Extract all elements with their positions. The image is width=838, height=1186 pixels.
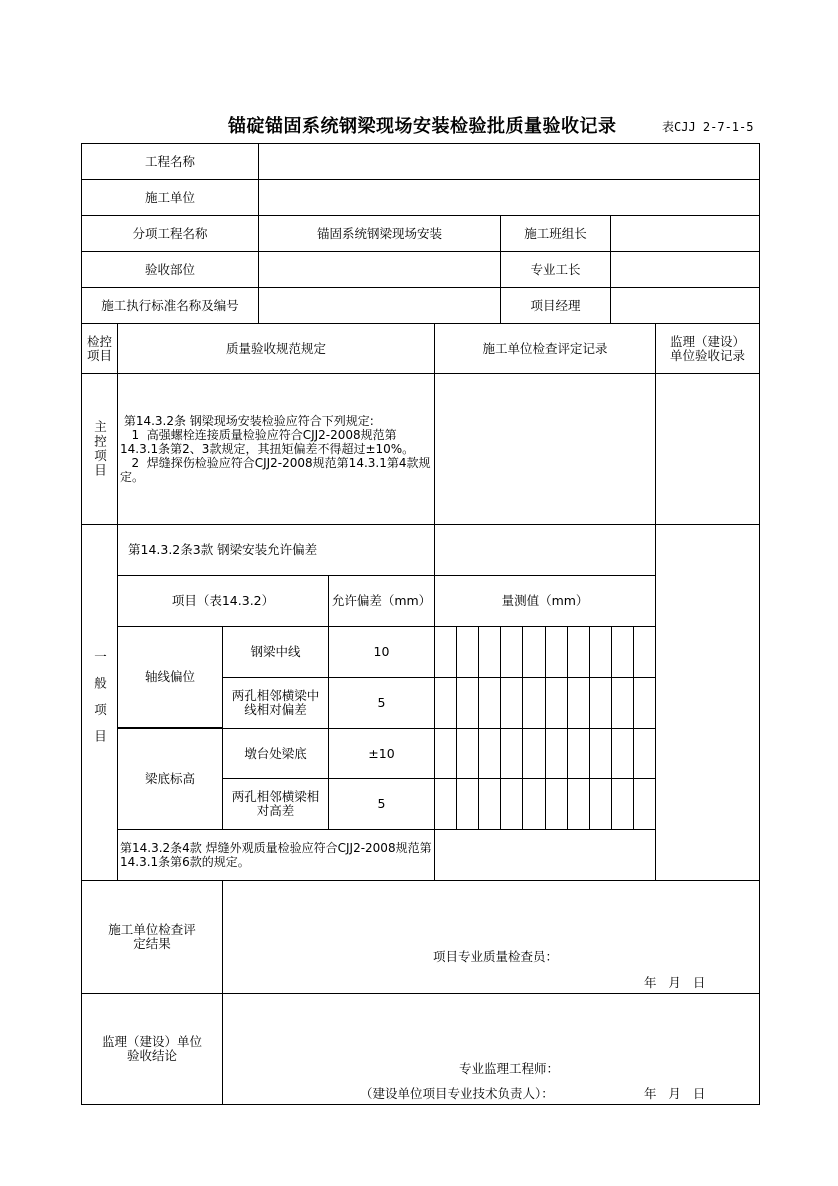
measurement-cell[interactable] <box>567 728 590 779</box>
measurement-cell[interactable] <box>633 626 656 678</box>
measurement-cell[interactable] <box>434 626 457 678</box>
measurement-cell[interactable] <box>589 778 612 830</box>
group-beam-bottom-elevation: 梁底标高 <box>117 728 223 830</box>
project-name-field[interactable] <box>258 143 760 180</box>
measurement-cell[interactable] <box>633 778 656 830</box>
main-control-label-text: 主控项目 <box>92 420 108 478</box>
location-field[interactable] <box>258 251 501 288</box>
project-name-label: 工程名称 <box>81 143 259 180</box>
pm-label: 项目经理 <box>500 287 611 324</box>
measurement-cell[interactable] <box>522 626 546 678</box>
supervisor-record-header: 监理（建设）单位验收记录 <box>655 323 760 374</box>
col-item-header: 项目（表14.3.2） <box>117 575 329 627</box>
measurement-cell[interactable] <box>633 677 656 729</box>
measurement-cell[interactable] <box>589 728 612 779</box>
measurement-cell[interactable] <box>611 626 634 678</box>
measurement-cell[interactable] <box>545 626 568 678</box>
item-tolerance: 5 <box>328 677 435 729</box>
measurement-cell[interactable] <box>500 677 523 729</box>
main-control-spec: 第14.3.2条 钢梁现场安装检验应符合下列规定: 1 高强螺栓连接质量检验应符合CJJ2-2008规范第14.3.1条第2、3款规定，其扭矩偏差不得超过±10%。 2 焊缝探伤检验应符合CJJ2-2008规范第14.3.1第4款规定。 <box>117 373 435 525</box>
subitem-field[interactable]: 锚固系统钢梁现场安装 <box>258 215 501 252</box>
subitem-label: 分项工程名称 <box>81 215 259 252</box>
contractor-record-header: 施工单位检查评定记录 <box>434 323 656 374</box>
measurement-cell[interactable] <box>456 626 479 678</box>
contractor-result-label: 施工单位检查评定结果 <box>81 880 223 994</box>
measurement-cell[interactable] <box>500 778 523 830</box>
item-tolerance: 10 <box>328 626 435 678</box>
main-control-label <box>81 373 118 525</box>
engineer-label: 专业监理工程师： <box>459 1061 560 1076</box>
pm-field[interactable] <box>610 287 760 324</box>
measurement-cell[interactable] <box>456 677 479 729</box>
item-tolerance: ±10 <box>328 728 435 779</box>
clause4-text: 第14.3.2条4款 焊缝外观质量检验应符合CJJ2-2008规范第14.3.1条第6款的规定。 <box>117 829 435 881</box>
measurement-cell[interactable] <box>478 728 501 779</box>
main-control-supervisor[interactable] <box>655 373 760 525</box>
measurement-cell[interactable] <box>434 728 457 779</box>
col-tolerance-header: 允许偏差（mm） <box>328 575 435 627</box>
contractor-label: 施工单位 <box>81 179 259 216</box>
measurement-cell[interactable] <box>456 728 479 779</box>
measurement-cell[interactable] <box>633 728 656 779</box>
team-leader-label: 施工班组长 <box>500 215 611 252</box>
supervisor-conclusion-label: 监理（建设）单位验收结论 <box>81 993 223 1105</box>
location-label: 验收部位 <box>81 251 259 288</box>
owner-rep-label: （建设单位项目专业技术负责人）： <box>360 1086 554 1101</box>
foreman-field[interactable] <box>610 251 760 288</box>
measurement-cell[interactable] <box>500 626 523 678</box>
clause4-record[interactable] <box>434 829 656 881</box>
team-leader-field[interactable] <box>610 215 760 252</box>
item-name: 两孔相邻横梁相对高差 <box>222 778 329 830</box>
page-title: 锚碇锚固系统钢梁现场安装检验批质量验收记录 <box>228 116 617 137</box>
date-2: 年 月 日 <box>644 1086 706 1101</box>
measurement-cell[interactable] <box>545 677 568 729</box>
measurement-cell[interactable] <box>522 778 546 830</box>
control-item-header: 检控项目 <box>81 323 118 374</box>
measurement-cell[interactable] <box>434 778 457 830</box>
general-label-text: 一般项目 <box>92 649 108 756</box>
contractor-field[interactable] <box>258 179 760 216</box>
standard-field[interactable] <box>258 287 501 324</box>
foreman-label: 专业工长 <box>500 251 611 288</box>
item-name: 两孔相邻横梁中线相对偏差 <box>222 677 329 729</box>
measurement-cell[interactable] <box>611 778 634 830</box>
inspector-label: 项目专业质量检查员： <box>433 949 559 964</box>
clause3-text: 第14.3.2条3款 钢梁安装允许偏差 <box>117 524 435 576</box>
group-axis-offset: 轴线偏位 <box>117 626 223 728</box>
form-code: 表CJJ 2-7-1-5 <box>662 120 754 134</box>
measurement-cell[interactable] <box>522 728 546 779</box>
measurement-cell[interactable] <box>567 626 590 678</box>
general-label <box>81 524 118 881</box>
spec-header: 质量验收规范规定 <box>117 323 435 374</box>
measurement-cell[interactable] <box>567 677 590 729</box>
clause3-record[interactable] <box>434 524 656 576</box>
measurement-cell[interactable] <box>500 728 523 779</box>
measurement-cell[interactable] <box>434 677 457 729</box>
item-tolerance: 5 <box>328 778 435 830</box>
measurement-cell[interactable] <box>611 728 634 779</box>
measurement-cell[interactable] <box>478 778 501 830</box>
item-name: 钢梁中线 <box>222 626 329 678</box>
general-supervisor[interactable] <box>655 524 760 881</box>
measurement-cell[interactable] <box>478 626 501 678</box>
main-control-record[interactable] <box>434 373 656 525</box>
standard-label: 施工执行标准名称及编号 <box>81 287 259 324</box>
date-1: 年 月 日 <box>644 975 706 990</box>
measurement-cell[interactable] <box>545 778 568 830</box>
measurement-cell[interactable] <box>611 677 634 729</box>
measurement-cell[interactable] <box>589 677 612 729</box>
measurement-cell[interactable] <box>545 728 568 779</box>
measurement-cell[interactable] <box>567 778 590 830</box>
col-measured-header: 量测值（mm） <box>434 575 656 627</box>
measurement-cell[interactable] <box>478 677 501 729</box>
measurement-cell[interactable] <box>589 626 612 678</box>
item-name: 墩台处梁底 <box>222 728 329 779</box>
measurement-cell[interactable] <box>456 778 479 830</box>
measurement-cell[interactable] <box>522 677 546 729</box>
